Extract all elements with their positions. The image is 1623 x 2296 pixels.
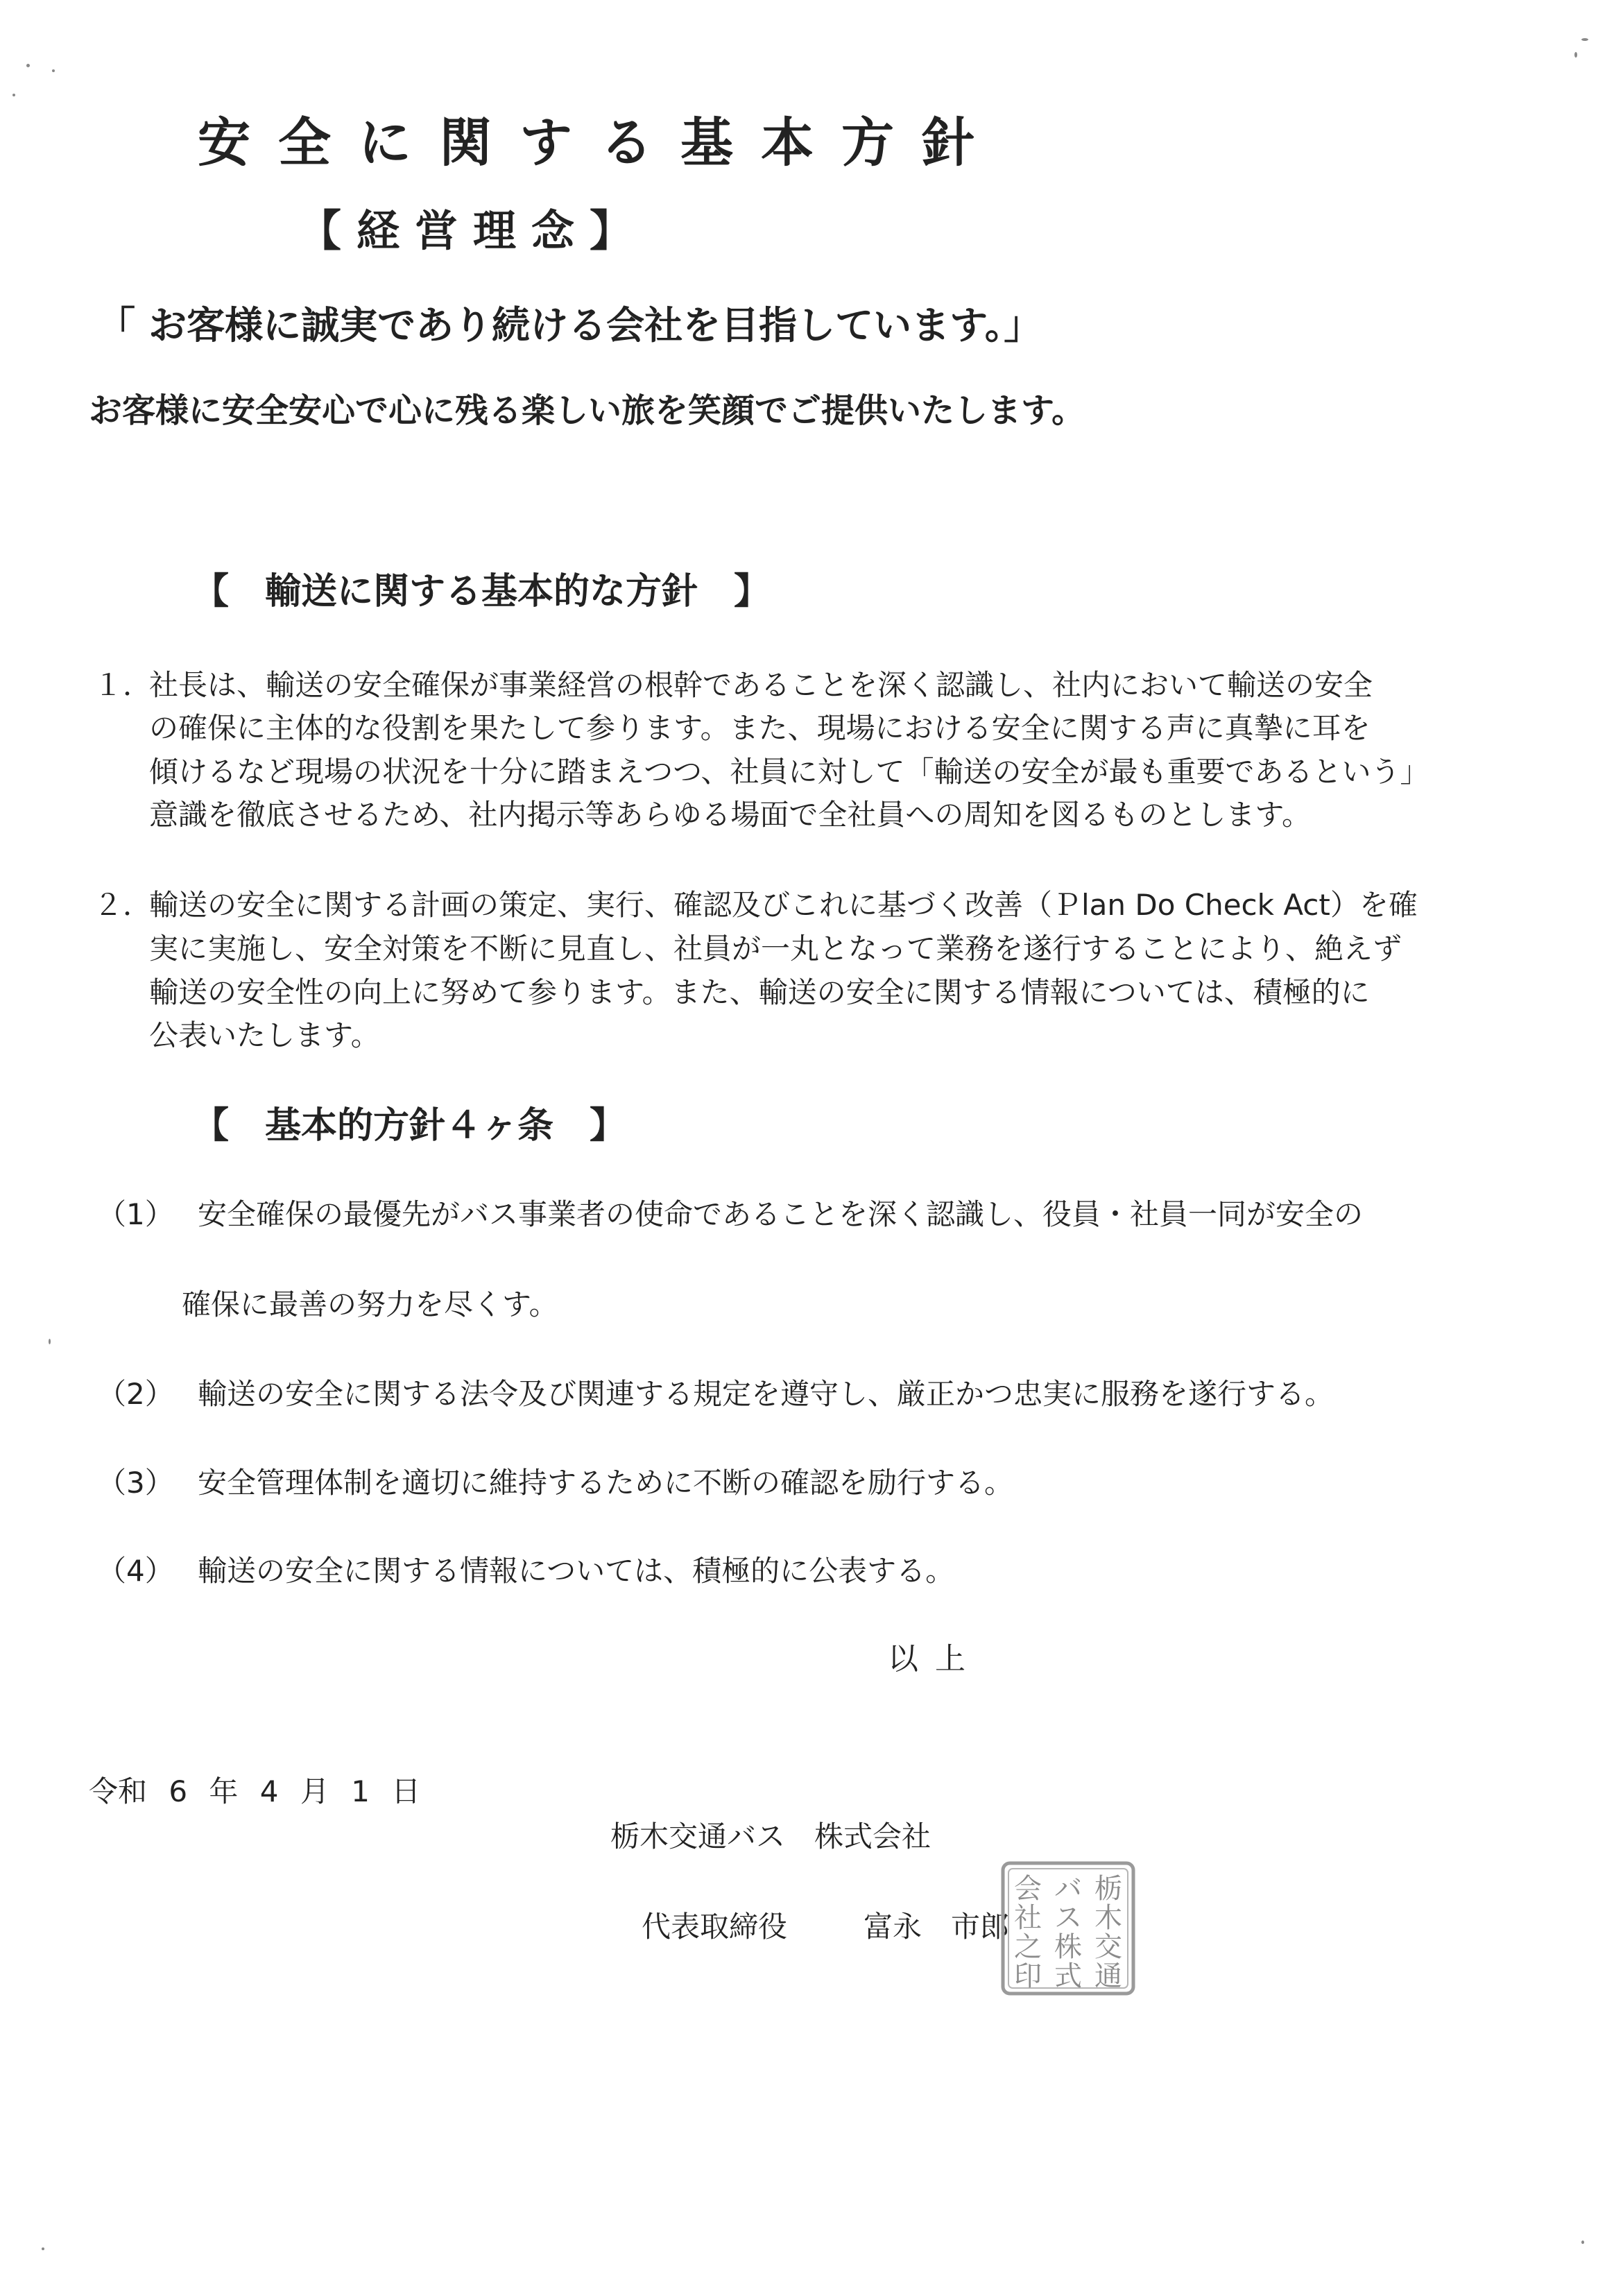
rule-text: 安全管理体制を適切に維持するために不断の確認を励行する。 [198, 1466, 1014, 1500]
seal-character: 会 [1014, 1873, 1042, 1905]
seal-character: 印 [1014, 1960, 1042, 1992]
rule-continuation: 確保に最善の努力を尽くす。 [182, 1287, 558, 1321]
rule-number: （2） [97, 1377, 174, 1411]
rule-number: （4） [97, 1554, 174, 1588]
seal-character: バ [1054, 1873, 1082, 1905]
transport-policy-heading: 【 輸送に関する基本的な方針 】 [193, 571, 771, 612]
seal-character: ス [1054, 1902, 1082, 1934]
company-seal [999, 1859, 1137, 1998]
issue-date: 令和 6 年 4 月 1 日 [89, 1774, 421, 1808]
transport-item-line: 社長は、輸送の安全確保が事業経営の根幹であることを深く認識し、社内において輸送の安全 [149, 668, 1373, 702]
document-title: 安全に関する基本方針 [198, 112, 1002, 173]
rule-number: （1） [97, 1197, 174, 1231]
transport-item-line: 実に実施し、安全対策を不断に見直し、社員が一丸となって業務を遂行することにより、絶えず [149, 932, 1402, 966]
philosophy-mission: お客様に安全安心で心に残る楽しい旅を笑顔でご提供いたします。 [89, 391, 1085, 430]
philosophy-motto: 「 お客様に誠実であり続ける会社を目指しています。」 [97, 303, 1042, 348]
scan-speck [12, 94, 15, 96]
transport-item-number: １． [94, 668, 153, 702]
transport-item-line: 意識を徹底させるため、社内掲示等あらゆる場面で全社員への周知を図るものとします。 [149, 798, 1311, 832]
scan-speck [1581, 2241, 1584, 2244]
signer-name: 富永 市郎 [864, 1910, 1010, 1944]
rule-number: （3） [97, 1466, 174, 1500]
seal-character: 社 [1014, 1902, 1042, 1934]
company-name: 栃木交通バス 株式会社 [610, 1819, 931, 1853]
scan-speck [1581, 38, 1588, 41]
seal-character: 栃 [1094, 1873, 1122, 1905]
closing-remark: 以上 [888, 1641, 982, 1677]
seal-character: 株 [1054, 1931, 1082, 1963]
seal-character: 式 [1054, 1960, 1082, 1992]
transport-item-number: ２． [94, 888, 153, 922]
scan-speck [26, 64, 30, 67]
transport-item-line: の確保に主体的な役割を果たして参ります。また、現場における安全に関する声に真摯に耳を [149, 711, 1371, 745]
transport-item-line: 輸送の安全に関する計画の策定、実行、確認及びこれに基づく改善（Ｐlan Do Check Act）を確 [149, 888, 1418, 922]
scan-speck [42, 2247, 44, 2250]
seal-character: 之 [1014, 1931, 1042, 1963]
seal-character: 通 [1094, 1960, 1122, 1992]
transport-item-line: 輸送の安全性の向上に努めて参ります。また、輸送の安全に関する情報については、積極的に [149, 975, 1370, 1009]
scan-speck [52, 69, 55, 72]
philosophy-heading: 【経営理念】 [298, 205, 649, 256]
scan-speck [1574, 52, 1577, 58]
scan-speck [49, 1339, 51, 1344]
seal-character: 交 [1094, 1931, 1122, 1963]
transport-item-line: 公表いたします。 [149, 1018, 380, 1052]
rule-text: 輸送の安全に関する法令及び関連する規定を遵守し、厳正かつ忠実に服務を遂行する。 [198, 1377, 1334, 1411]
transport-item-line: 傾けるなど現場の状況を十分に踏まえつつ、社員に対して「輸送の安全が最も重要であるという」 [149, 755, 1429, 789]
seal-column [1014, 1873, 1122, 1992]
rule-text: 輸送の安全に関する情報については、積極的に公表する。 [198, 1554, 955, 1588]
seal-character: 木 [1094, 1902, 1122, 1934]
basic-rules-heading: 【 基本的方針４ヶ条 】 [193, 1105, 626, 1147]
signer-title: 代表取締役 [642, 1910, 788, 1944]
rule-text: 安全確保の最優先がバス事業者の使命であることを深く認識し、役員・社員一同が安全の [198, 1197, 1364, 1231]
